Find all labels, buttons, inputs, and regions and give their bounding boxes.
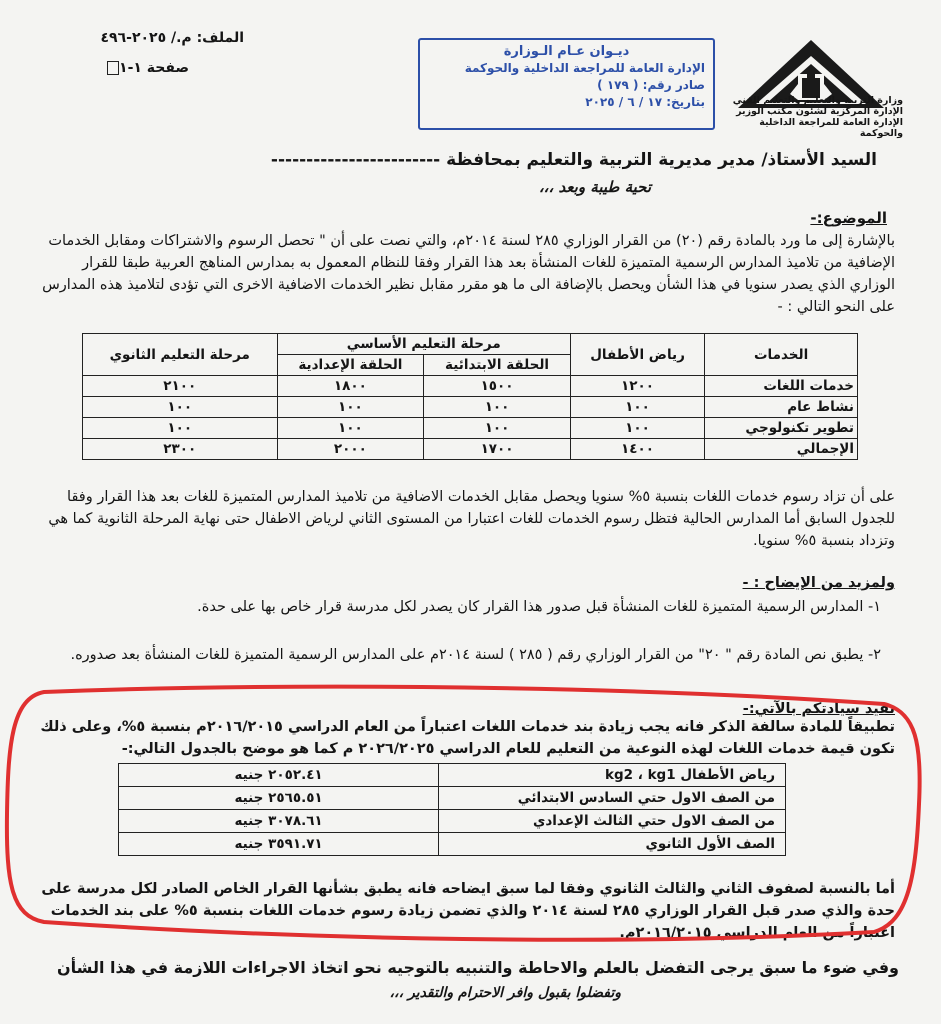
cell-fee: ٢٠٥٢.٤١ جنيه (119, 764, 439, 787)
cell-primary: ١٠٠ (424, 397, 571, 418)
cell-prep: ١٠٠ (277, 418, 424, 439)
closing-request: وفي ضوء ما سبق يرجى التفضل بالعلم والاحاطة والتنبيه بالتوجيه نحو اتخاذ الاجراءات اللازمة في هذا الشأن (57, 958, 899, 977)
cell-fee: ٣٠٧٨.٦١ جنيه (119, 810, 439, 833)
registry-stamp (418, 38, 715, 130)
cell-kg: ١٠٠ (570, 397, 704, 418)
cell-prep: ٢٠٠٠ (277, 439, 424, 460)
table-row (83, 397, 858, 418)
paragraph-intro: بالإشارة إلى ما ورد بالمادة رقم (٢٠) من القرار الوزاري ٢٨٥ لسنة ٢٠١٤م، والتي نصت على أن " تحصل الرسوم والاشتراكات ومقابل الخدمات الإضافية من تلاميذ المدارس الرسمية المتميزة للغات المنشأة بعد هذا القرار وفقا للنظام المعمول به بمدارس المناهج العربية طبقا للقرار الوزاري الذي يصدر سنويا في هذا الشأن ويحصل بالإضافة الى ما هو مقرر مقابل نظير الخدمات الاضافية الاخرى التي تؤدى لتلاميذ هذه المدارس على النحو التالي : - (42, 233, 895, 315)
paragraph-increase: على أن تزاد رسوم خدمات اللغات بنسبة ٥% سنويا ويحصل مقابل الخدمات الاضافية من تلاميذ المدارس المتميزة للغات بعد هذا القرار وفقا للجدول السابق أما المدارس الحالية فتظل رسوم الخدمات للغات اعتبارا من المستوى الثاني لرياض الاطفال حتى نهاية المرحلة الثانوية كما هي وتزداد بنسبة ٥% سنويا. (48, 489, 895, 549)
page-number-text: صفحة ١-١ (119, 60, 189, 76)
cell-secondary: ١٠٠ (83, 418, 278, 439)
cell-primary: ١٥٠٠ (424, 376, 571, 397)
closing-regards: وتفضلوا بقبول وافر الاحترام والتقدير ،،، (389, 985, 621, 1001)
ministry-line-1: وزارة التربية والتعليم والتعليم الفني (732, 95, 903, 106)
header-prep: الحلقة الإعدادية (277, 355, 424, 376)
cell-secondary: ١٠٠ (83, 397, 278, 418)
cell-service: الإجمالي (705, 439, 858, 460)
header-services: الخدمات (705, 334, 858, 376)
cell-level: من الصف الاول حتي الثالث الإعدادي (439, 810, 786, 833)
stamp-line-3: صادر رقم: ( ١٧٩ ) (597, 78, 705, 92)
addressee: السيد الأستاذ/ مدير مديرية التربية والتعليم بمحافظة ------------------------ (270, 150, 877, 170)
cell-fee: ٢٥٦٥.٥١ جنيه (119, 787, 439, 810)
cell-level: رياض الأطفال kg2 ، kg1 (439, 764, 786, 787)
ministry-name (713, 95, 903, 139)
red-annotation-oval (4, 684, 926, 942)
greeting: تحية طيبة وبعد ،،، (538, 178, 651, 196)
stamp-line-2: الإدارة العامة للمراجعة الداخلية والحوكمة (464, 61, 705, 75)
ministry-line-3: الإدارة العامة للمراجعة الداخلية والحوكمة (759, 117, 903, 139)
paragraph-secondary: أما بالنسبة لصفوف الثاني والثالث الثانوي وفقا لما سبق ايضاحه فانه يطبق بشأنها القرار الخاص الصادر لكل مدرسة على حدة والذي صدر قبل القرار الوزاري ٢٨٥ لسنة ٢٠١٤ والذي تضمن زيادة رسوم خدمات اللغات بنسبة ٥% على بند الخدمات اعتباراً من العام الدراسي ٢٠١٦/٢٠١٥م. (41, 881, 895, 941)
cell-kg: ١٢٠٠ (570, 376, 704, 397)
page-number (103, 60, 189, 76)
cell-service: نشاط عام (705, 397, 858, 418)
table-row (83, 418, 858, 439)
table-row (83, 439, 858, 460)
cell-service: تطوير تكنولوجي (705, 418, 858, 439)
stamp-line-4: بتاريخ: ١٧ / ٦ / ٢٠٢٥ (585, 95, 705, 109)
ministry-line-2: الإدارة المركزية لشئون مكتب الوزير (736, 106, 903, 117)
stamp-line-1: ديـوان عـام الـوزارة (503, 44, 630, 59)
cell-fee: ٣٥٩١.٧١ جنيه (119, 833, 439, 856)
cell-level: من الصف الاول حتي السادس الابتدائي (439, 787, 786, 810)
notify-label: نفيد سيادتكم بالآتي:- (742, 701, 895, 717)
header-basic: مرحلة التعليم الأساسي (277, 334, 570, 355)
cell-kg: ١٤٠٠ (570, 439, 704, 460)
subject-label: الموضوع:- (810, 209, 887, 227)
cell-secondary: ٢٣٠٠ (83, 439, 278, 460)
cell-primary: ١٠٠ (424, 418, 571, 439)
header-secondary: مرحلة التعليم الثانوي (83, 334, 278, 376)
header-primary: الحلقة الابتدائية (424, 355, 571, 376)
paragraph-application: تطبيقاً للمادة سالفة الذكر فانه يجب زيادة بند خدمات اللغات اعتباراً من العام الدراسي ٢٠١٦/٢٠١٥م بنسبة ٥%، وعلى ذلك تكون قيمة خدمات اللغات لهذه النوعية من التعليم للعام الدراسي ٢٠٢٦/٢٠٢٥ م كما هو موضح بالجدول التالي:- (40, 719, 895, 757)
page-icon (107, 61, 119, 75)
cell-primary: ١٧٠٠ (424, 439, 571, 460)
clarify-item-1: ١- المدارس الرسمية المتميزة للغات المنشأة قبل صدور هذا القرار كان يصدر لكل مدرسة قرار خاص بها على حدة. (197, 599, 881, 615)
header-kg: رياض الأطفال (570, 334, 704, 376)
fees-table (82, 333, 858, 460)
table-row (83, 376, 858, 397)
clarify-item-2: ٢- يطبق نص المادة رقم " ٢٠" من القرار الوزاري رقم ( ٢٨٥ ) لسنة ٢٠١٤م على المدارس الرسمية المتميزة للغات المنشأة بعد صدوره. (70, 647, 881, 663)
cell-prep: ١٠٠ (277, 397, 424, 418)
cell-secondary: ٢١٠٠ (83, 376, 278, 397)
cell-level: الصف الأول الثانوي (439, 833, 786, 856)
clarify-label: ولمزيد من الإيضاح : - (742, 575, 895, 591)
file-reference: الملف: م./ ٢٠٢٥-٤٩٦ (100, 30, 244, 46)
cell-service: خدمات اللغات (705, 376, 858, 397)
cell-prep: ١٨٠٠ (277, 376, 424, 397)
cell-kg: ١٠٠ (570, 418, 704, 439)
